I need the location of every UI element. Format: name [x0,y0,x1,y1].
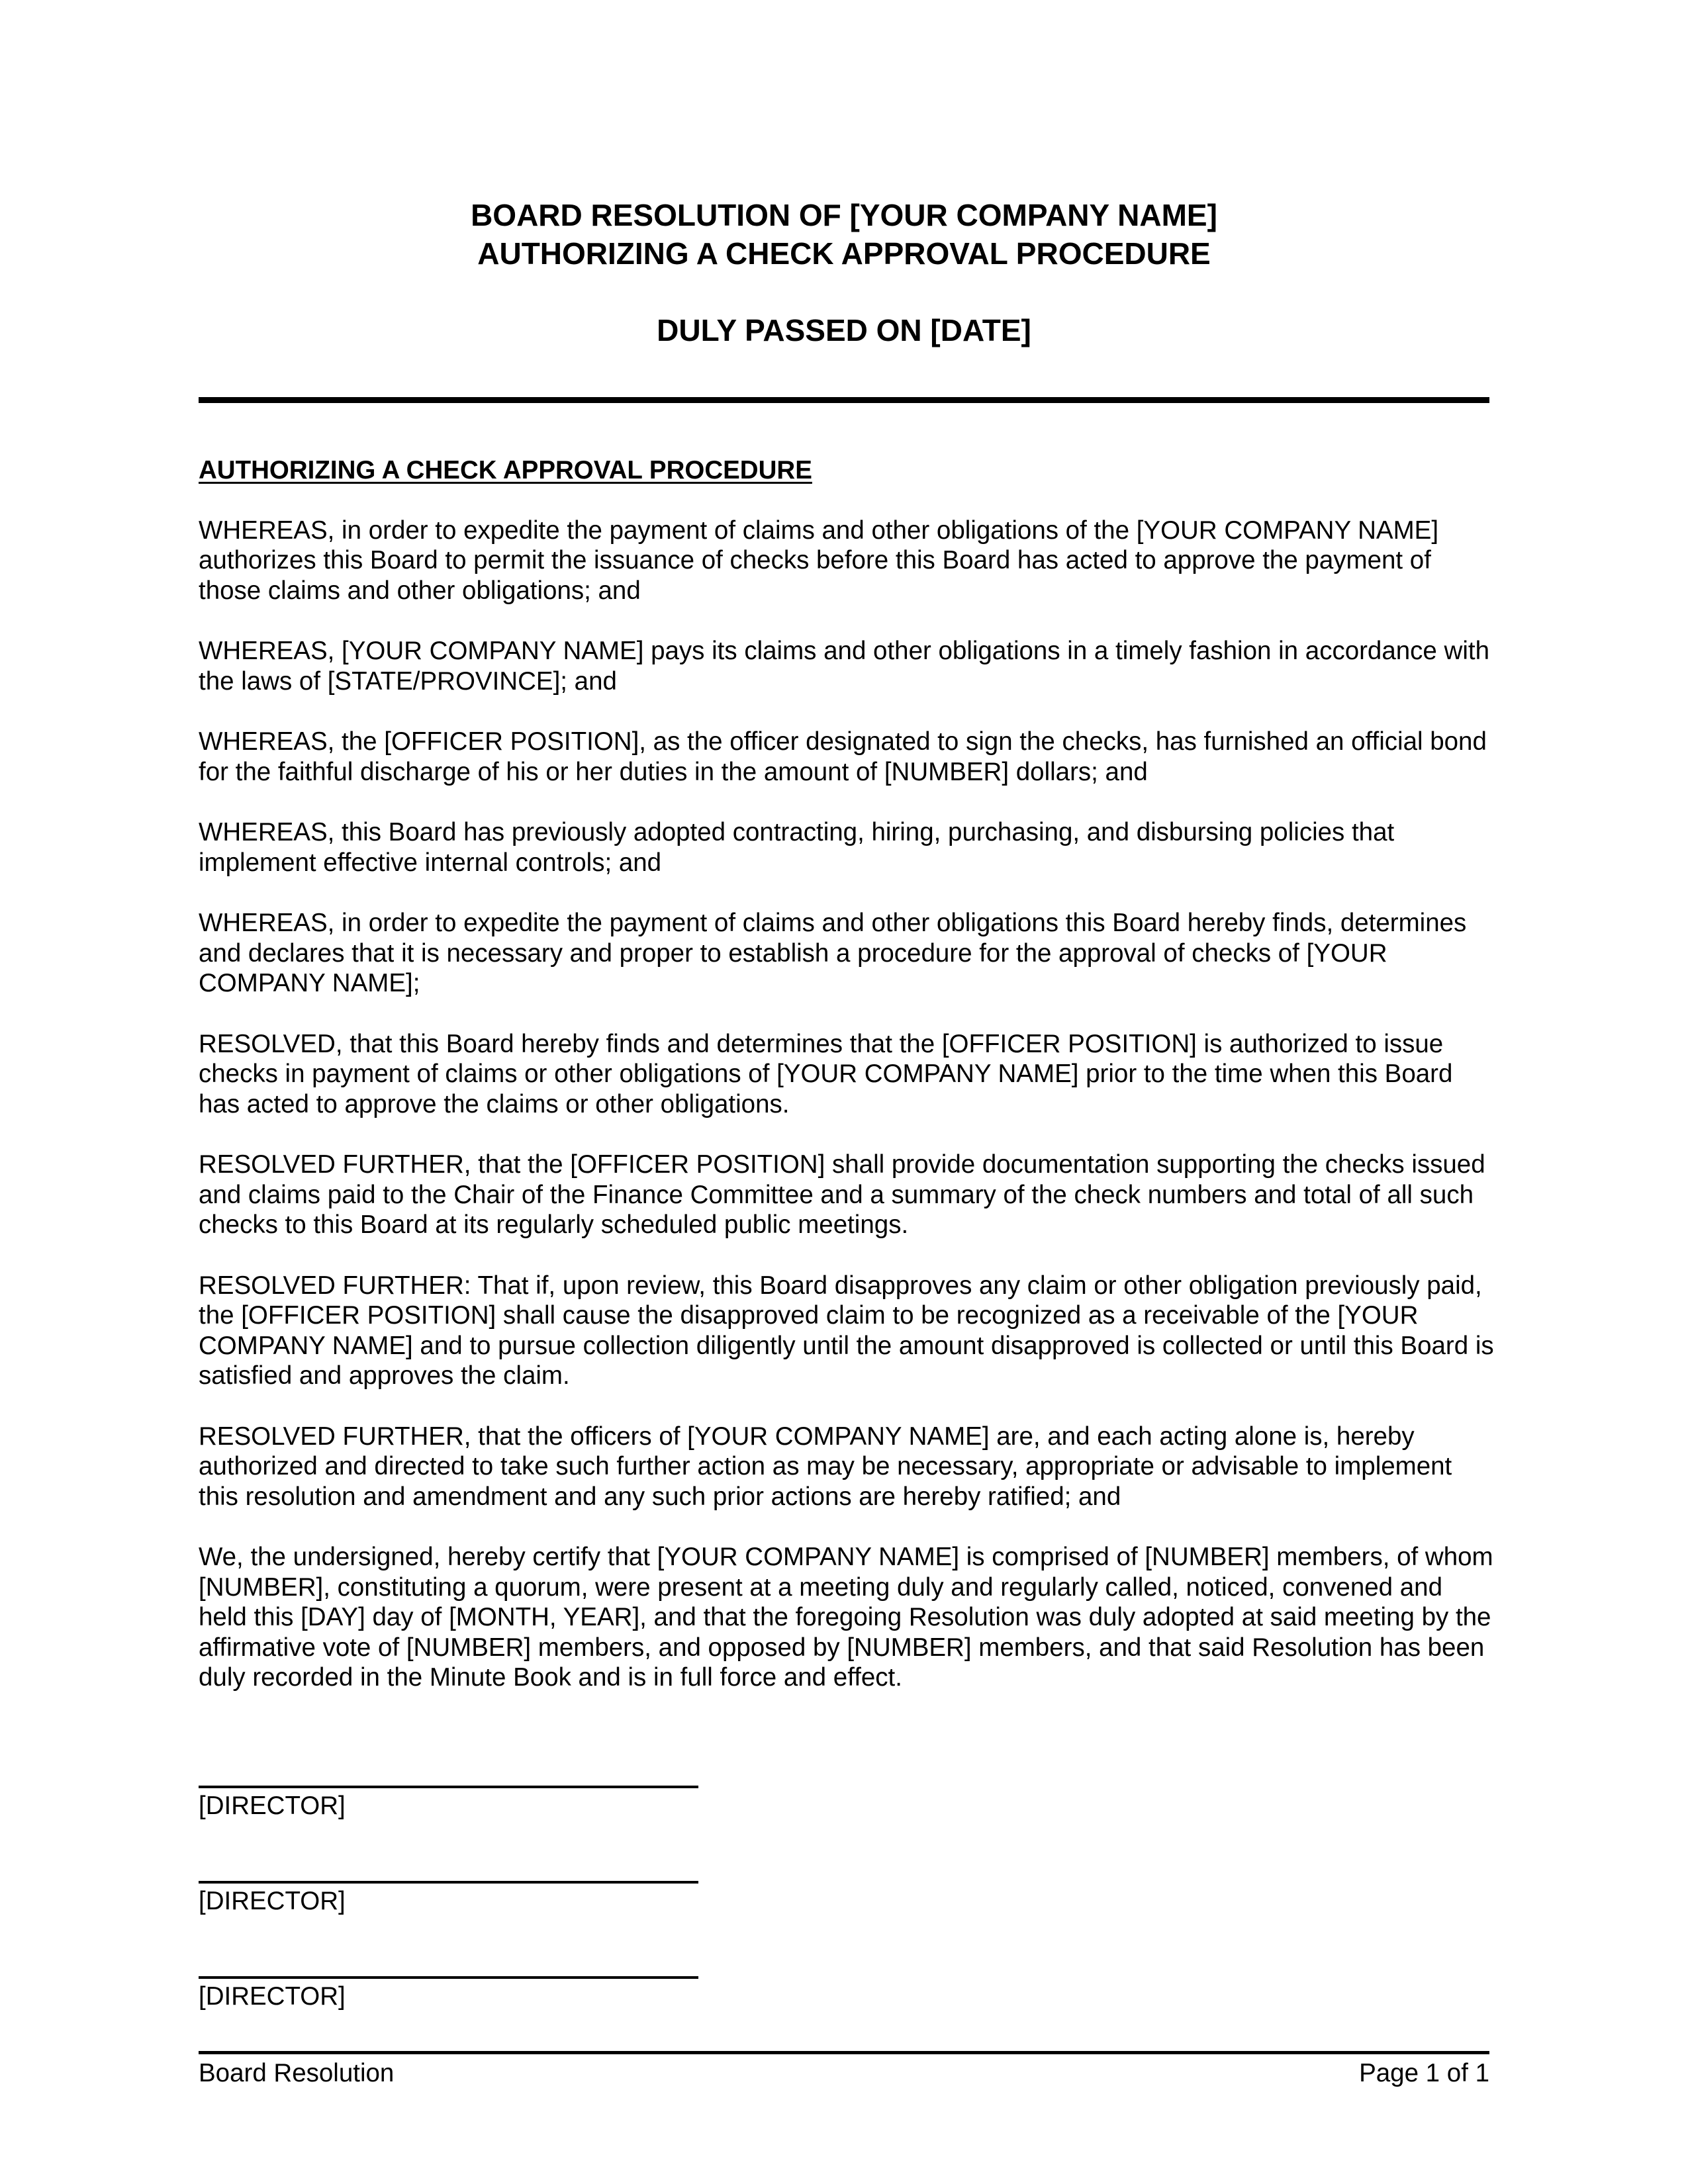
paragraph-whereas-3: WHEREAS, the [OFFICER POSITION], as the officer designated to sign the checks, has furnished an official bond for the faithful discharge of his or her duties in the amount of [NUMBER] dollars; and [199,727,1487,786]
paragraph-resolved-3: RESOLVED FURTHER: That if, upon review, this Board disapproves any claim or other obligation previously paid, the [OFFICER POSITION] shall cause the disapproved claim to be recognized as a receivable of the [YOUR COMPANY NAME] and to pursue collection diligently until the amount disapproved is collected or until this Board is satisfied and approves the claim. [199,1271,1494,1390]
signature-line [199,1976,698,1979]
footer-divider [199,2051,1489,2054]
signature-label: [DIRECTOR] [199,1792,346,1820]
resolution-body [199,455,1496,1723]
paragraph-resolved-4: RESOLVED FURTHER, that the officers of [YOUR COMPANY NAME] are, and each acting alone is, hereby authorized and directed to take such further action as may be necessary, appropriate or advisable to implement this resolution and amendment and any such prior actions are hereby ratified; and [199,1422,1452,1511]
paragraph-resolved-2: RESOLVED FURTHER, that the [OFFICER POSITION] shall provide documentation supporting the checks issued and claims paid to the Chair of the Finance Committee and a summary of the check numbers and total of all such checks to this Board at its regularly scheduled public meetings. [199,1150,1485,1239]
title-line-1: BOARD RESOLUTION OF [YOUR COMPANY NAME] [471,198,1217,232]
signature-label: [DIRECTOR] [199,1982,346,2011]
paragraph-certification: We, the undersigned, hereby certify that [YOUR COMPANY NAME] is comprised of [NUMBER] members, of whom [NUMBER], constituting a quorum, were present at a meeting duly and regularly called, noticed, convened and held this [DAY] day of [MONTH, YEAR], and that the foregoing Resolution was duly adopted at said meeting by the affirmative vote of [NUMBER] members, and opposed by [NUMBER] members, and that said Resolution has been duly recorded in the Minute Book and is in full force and effect. [199,1543,1493,1692]
signature-block [199,1786,702,1881]
signature-line [199,1881,698,1884]
signature-label: [DIRECTOR] [199,1887,346,1915]
signature-section [199,1786,702,2071]
paragraph-whereas-5: WHEREAS, in order to expedite the payment of claims and other obligations this Board hereby finds, determines and declares that it is necessary and proper to establish a procedure for the approval of checks of [YOUR COMPANY NAME]; [199,909,1467,997]
footer-page-number: Page 1 of 1 [1359,2059,1489,2087]
signature-line [199,1786,698,1788]
title-line-2: AUTHORIZING A CHECK APPROVAL PROCEDURE [477,236,1211,271]
passed-date-line: DULY PASSED ON [DATE] [657,313,1031,347]
section-heading: AUTHORIZING A CHECK APPROVAL PROCEDURE [199,456,812,484]
signature-block [199,1976,702,2071]
signature-block [199,1881,702,1976]
paragraph-resolved-1: RESOLVED, that this Board hereby finds and determines that the [OFFICER POSITION] is authorized to issue checks in payment of claims or other obligations of [YOUR COMPANY NAME] prior to the time when this Board has acted to approve the claims or other obligations. [199,1029,1453,1118]
header-divider [199,397,1489,403]
paragraph-whereas-4: WHEREAS, this Board has previously adopted contracting, hiring, purchasing, and disbursing policies that implement effective internal controls; and [199,818,1395,877]
document-title-block [199,196,1489,349]
page-footer [199,2058,1489,2088]
paragraph-whereas-2: WHEREAS, [YOUR COMPANY NAME] pays its claims and other obligations in a timely fashion in accordance with the laws of [STATE/PROVINCE]; and [199,637,1489,696]
paragraph-whereas-1: WHEREAS, in order to expedite the payment of claims and other obligations of the [YOUR COMPANY NAME] authorizes this Board to permit the issuance of checks before this Board has acted to approve the payment of those claims and other obligations; and [199,516,1439,605]
footer-document-name: Board Resolution [199,2059,395,2087]
